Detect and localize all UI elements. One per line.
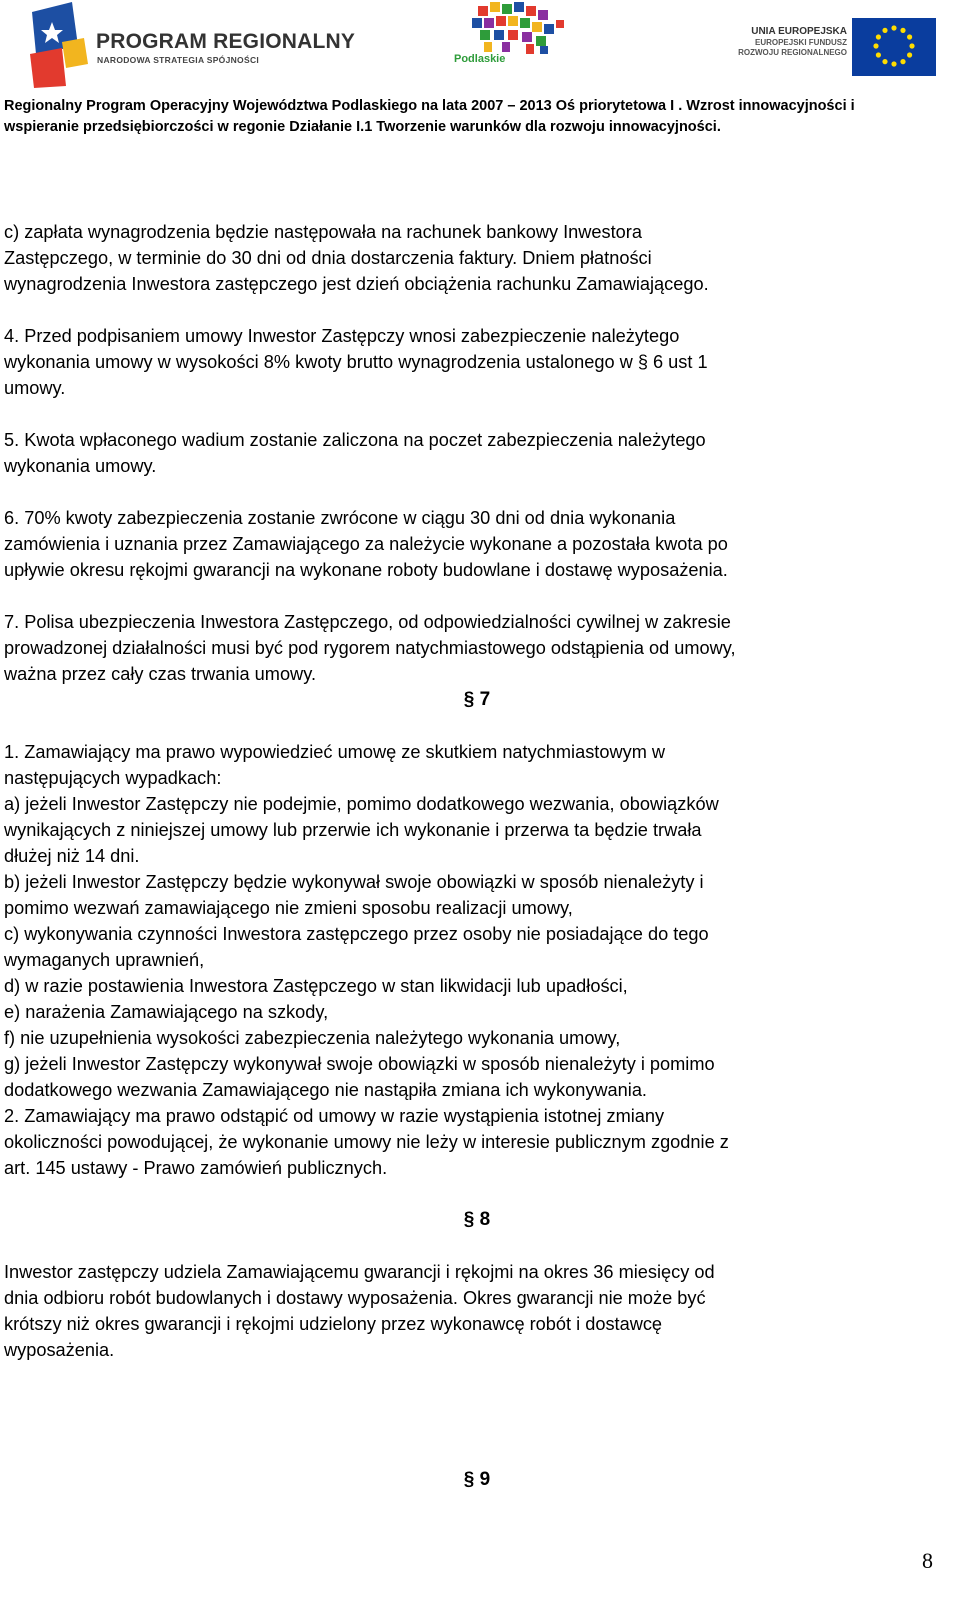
- text-line: c) zapłata wynagrodzenia będzie następowała na rachunek bankowy Inwestora: [4, 222, 642, 242]
- program-title: PROGRAM REGIONALNY: [96, 30, 356, 53]
- eu-text-block: [722, 26, 847, 58]
- text-line: okoliczności powodującej, że wykonanie umowy nie leży w interesie publicznym zgodnie z: [4, 1132, 729, 1152]
- program-regionalny-logo: [22, 2, 362, 88]
- text-line: d) w razie postawienia Inwestora Zastępczego w stan likwidacji lub upadłości,: [4, 976, 628, 996]
- text-line: dnia odbioru robót budowlanych i dostawy wyposażenia. Okres gwarancji nie może być: [4, 1288, 706, 1308]
- text-line: prowadzonej działalności musi być pod rygorem natychmiastowego odstąpienia od umowy,: [4, 638, 736, 658]
- eu-fund-line2: ROZWOJU REGIONALNEGO: [738, 48, 847, 57]
- podlaskie-logo: [438, 0, 588, 70]
- text-line: wymaganych uprawnień,: [4, 950, 205, 970]
- section-heading-9: § 9: [463, 1469, 491, 1490]
- text-line: art. 145 ustawy - Prawo zamówień publicznych.: [4, 1158, 388, 1178]
- text-line: krótszy niż okres gwarancji i rękojmi udzielony przez wykonawcę robót i dostawcę: [4, 1314, 663, 1334]
- eu-flag-icon: [852, 18, 936, 76]
- program-regionalny-mark-icon: [22, 2, 94, 88]
- text-line: zamówienia i uznania przez Zamawiającego za należycie wykonane a pozostała kwota po: [4, 534, 728, 554]
- text-line: 4. Przed podpisaniem umowy Inwestor Zastępczy wnosi zabezpieczenie należytego: [4, 326, 680, 346]
- text-line: wynikających z niniejszej umowy lub przerwie ich wykonanie i przerwa ta będzie trwała: [4, 820, 702, 840]
- text-line: dodatkowego wezwania Zamawiającego nie nastąpiła zmiana ich wykonywania.: [4, 1080, 647, 1100]
- text-line: Zastępczego, w terminie do 30 dni od dnia dostarczenia faktury. Dniem płatności: [4, 248, 652, 268]
- section-8-text: [4, 1259, 934, 1363]
- paragraph-4: [4, 323, 934, 401]
- text-line: a) jeżeli Inwestor Zastępczy nie podejmie, pomimo dodatkowego wezwania, obowiązków: [4, 794, 719, 814]
- header-caption: [4, 96, 934, 138]
- text-line: 5. Kwota wpłaconego wadium zostanie zaliczona na poczet zabezpieczenia należytego: [4, 430, 706, 450]
- eu-fund-line1: EUROPEJSKI FUNDUSZ: [754, 38, 847, 47]
- text-line: Inwestor zastępczy udziela Zamawiającemu gwarancji i rękojmi na okres 36 miesięcy od: [4, 1262, 715, 1282]
- text-line: g) jeżeli Inwestor Zastępczy wykonywał swoje obowiązki w sposób nienależyty i pomimo: [4, 1054, 715, 1074]
- text-line: następujących wypadkach:: [4, 768, 222, 788]
- paragraph-6: [4, 505, 934, 583]
- caption-line: wspieranie przedsiębiorczości w regonie Działanie I.1 Tworzenie warunków dla rozwoju innowacyjności.: [4, 119, 721, 135]
- section-7-text: [4, 739, 934, 1181]
- document-body: [4, 219, 934, 1493]
- text-line: upływie okresu rękojmi gwarancji na wykonane roboty budowlane i dostawę wyposażenia.: [4, 560, 728, 580]
- bison-mosaic-icon: [466, 0, 576, 56]
- paragraph-5: [4, 427, 934, 479]
- text-line: 7. Polisa ubezpieczenia Inwestora Zastępczego, od odpowiedzialności cywilnej w zakresie: [4, 612, 731, 632]
- caption-line: Regionalny Program Operacyjny Województwa Podlaskiego na lata 2007 – 2013 Oś priorytetowa I . Wzrost innowacyjności i: [4, 98, 855, 114]
- paragraph-7: [4, 609, 934, 687]
- section-heading-8: § 8: [463, 1209, 491, 1230]
- page-number: 8: [922, 1548, 933, 1573]
- program-subtitle: NARODOWA STRATEGIA SPÓJNOŚCI: [97, 55, 260, 65]
- text-line: ważna przez cały czas trwania umowy.: [4, 664, 316, 684]
- paragraph-c-payment: [4, 219, 934, 297]
- text-line: c) wykonywania czynności Inwestora zastępczego przez osoby nie posiadające do tego: [4, 924, 709, 944]
- podlaskie-label: Podlaskie: [454, 53, 506, 65]
- text-line: wyposażenia.: [4, 1340, 115, 1360]
- text-line: wykonania umowy w wysokości 8% kwoty brutto wynagrodzenia ustalonego w § 6 ust 1: [4, 352, 708, 372]
- text-line: umowy.: [4, 378, 66, 398]
- eu-title: UNIA EUROPEJSKA: [751, 26, 847, 37]
- text-line: wynagrodzenia Inwestora zastępczego jest dzień obciążenia rachunku Zamawiającego.: [4, 274, 709, 294]
- eu-logo: [722, 12, 960, 82]
- text-line: f) nie uzupełnienia wysokości zabezpieczenia należytego wykonania umowy,: [4, 1028, 621, 1048]
- text-line: wykonania umowy.: [4, 456, 157, 476]
- text-line: b) jeżeli Inwestor Zastępczy będzie wykonywał swoje obowiązki w sposób nienależyty i: [4, 872, 704, 892]
- text-line: 1. Zamawiający ma prawo wypowiedzieć umowę ze skutkiem natychmiastowym w: [4, 742, 666, 762]
- header-logos: [0, 0, 960, 92]
- text-line: 2. Zamawiający ma prawo odstąpić od umowy w razie wystąpienia istotnej zmiany: [4, 1106, 665, 1126]
- text-line: e) narażenia Zamawiającego na szkody,: [4, 1002, 329, 1022]
- text-line: 6. 70% kwoty zabezpieczenia zostanie zwrócone w ciągu 30 dni od dnia wykonania: [4, 508, 676, 528]
- text-line: dłużej niż 14 dni.: [4, 846, 140, 866]
- section-heading-7: § 7: [463, 689, 491, 710]
- text-line: pomimo wezwań zamawiającego nie zmieni sposobu realizacji umowy,: [4, 898, 573, 918]
